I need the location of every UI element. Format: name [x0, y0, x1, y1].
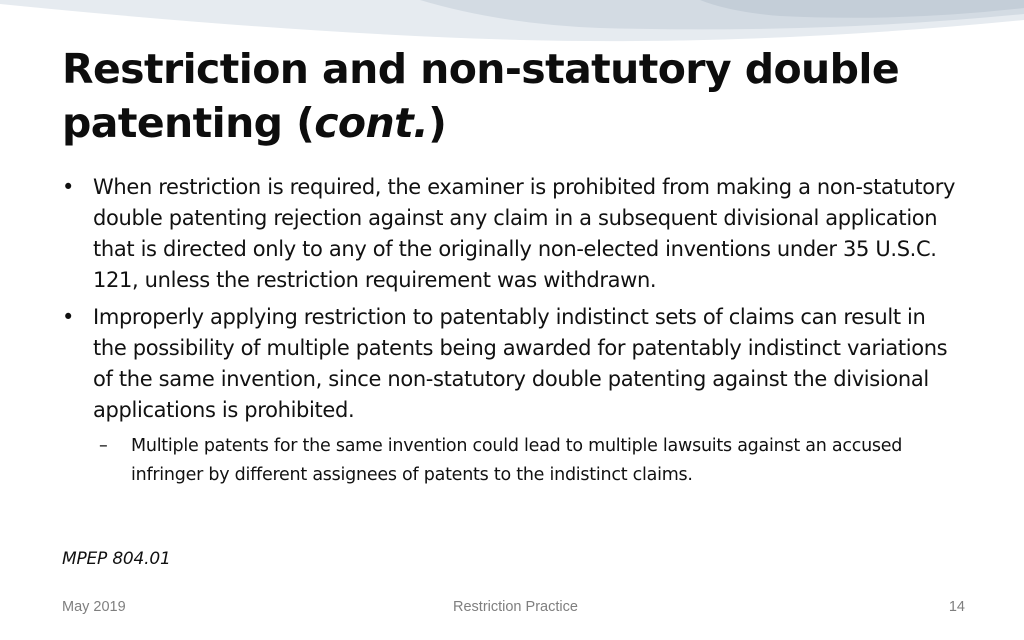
bullet-item [62, 172, 962, 296]
sub-bullet-text: Multiple patents for the same invention could lead to multiple lawsuits against an accused infringer by different assignees of patents to the indistinct claims. [131, 436, 903, 485]
slide-title-end: ) [428, 99, 447, 147]
bullet-marker: • [62, 175, 75, 199]
slide-content [62, 172, 962, 490]
sub-bullet-marker: – [99, 436, 108, 456]
bullet-text: Improperly applying restriction to patentably indistinct sets of claims can result in the possibility of multiple patents being awarded for patentably indistinct variations of the same invention, since non-statutory double patenting against the divisional applications is prohibited. [93, 305, 948, 422]
footer-page-number: 14 [948, 599, 965, 615]
sub-bullet-item [62, 432, 962, 490]
footer-title: Restriction Practice [453, 599, 578, 615]
bullet-text: When restriction is required, the examiner is prohibited from making a non-statutory double patenting rejection against any claim in a subsequent divisional application that is directed only to any of the originally non-elected inventions under 35 U.S.C. 121, unless the restriction requirement was withdrawn. [93, 175, 956, 292]
reference-citation: MPEP 804.01 [62, 549, 171, 569]
footer-date: May 2019 [62, 599, 126, 615]
slide-title [62, 42, 962, 150]
slide-title-main: Restriction and non-statutory double patenting ( [62, 45, 900, 147]
bullet-marker: • [62, 305, 75, 329]
slide-title-italic: cont. [314, 99, 429, 147]
bullet-item [62, 302, 962, 426]
